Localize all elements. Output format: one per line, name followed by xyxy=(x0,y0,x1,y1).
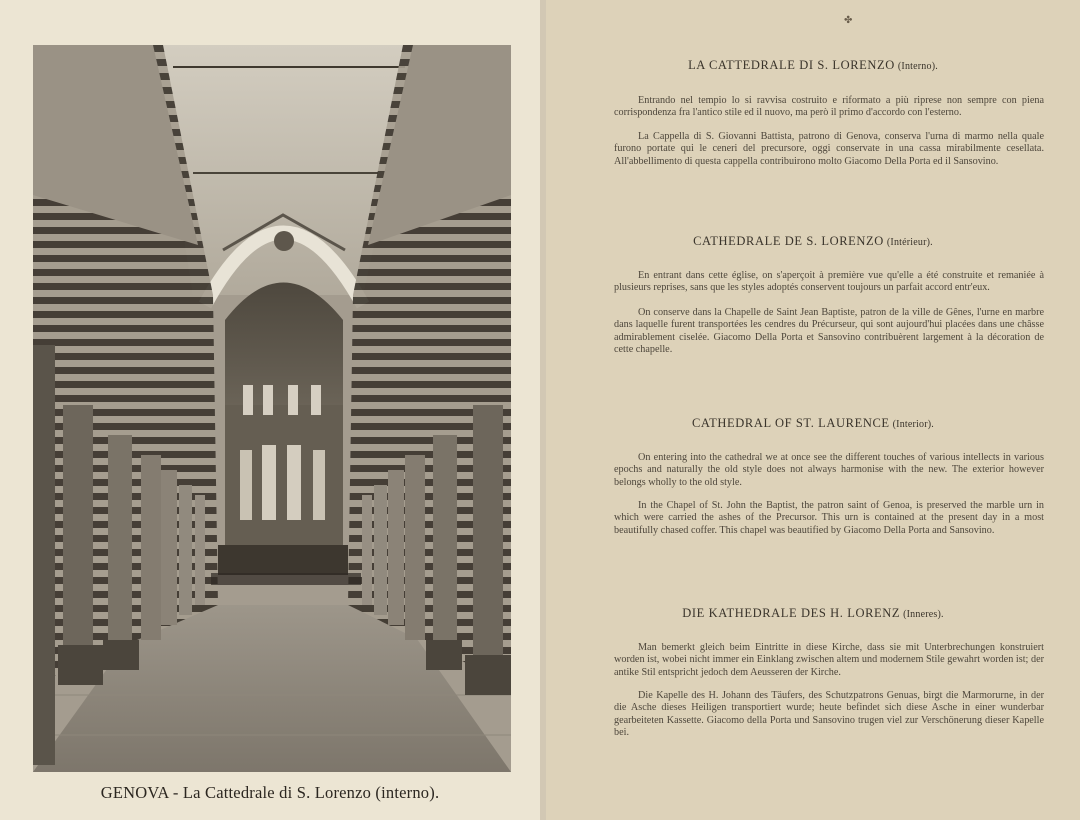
section-title-german: DIE KATHEDRALE DES H. LORENZ (Inneres). xyxy=(682,606,944,620)
paragraph-italian-1: Entrando nel tempio lo si ravvisa costruito e riformato a più riprese non sempre con piena corrispondenza fra l'antico stile ed il nuovo, ma però il primo d'accordo con l'esterno. xyxy=(614,95,1044,119)
ornament-icon: ✤ xyxy=(844,15,853,26)
paragraph-italian-2: La Cappella di S. Giovanni Battista, patrono di Genova, conserva l'urna di marmo nella quale furono portate qui le ceneri del precursore, oggi conservate in una cassa mirabilmente cesellata. All'abbellimento di questa cappella contribuirono molto Giacomo Della Porta ed il Sansovino. xyxy=(614,131,1044,167)
paragraph-english-1: On entering into the cathedral we at once see the different touches of various intellects in various epochs and naturally the old style does not always harmonise with the new. The exterior however belongs wholly to the old style. xyxy=(614,452,1044,488)
paragraph-english-2: In the Chapel of St. John the Baptist, the patron saint of Genoa, is preserved the marble urn in which were carried the ashes of the Precursor. This urn is contained at the present day in a most beautifully chased coffer. This chapel was beautified by Giacomo Della Porta and Sansovino. xyxy=(614,500,1044,536)
paragraph-german-1: Man bemerkt gleich beim Eintritte in diese Kirche, dass sie mit Unterbrechungen konstruiert worden ist, wobei nicht immer ein Einklang zwischen altem und modernem Stile gewahrt worden ist; der antike Stil entspricht jedoch dem Aeusseren der Kirche. xyxy=(614,642,1044,678)
photo-caption: GENOVA - La Cattedrale di S. Lorenzo (interno). xyxy=(100,783,440,802)
section-title-english: CATHEDRAL OF ST. LAURENCE (Interior). xyxy=(691,416,934,430)
paragraph-french-2: On conserve dans la Chapelle de Saint Jean Baptiste, patron de la ville de Gênes, l'urne en marbre dans laquelle furent transportées les cendres du Précurseur, qui sont aujourd'hui placées dans une châsse admirablement ciselée. Giacomo Della Porta et Sansovino contribuèrent largement à la décoration de cette chapelle. xyxy=(614,307,1044,355)
postcard-back xyxy=(546,0,1080,820)
section-title-french: CATHEDRALE DE S. LORENZO (Intérieur). xyxy=(693,234,933,248)
paragraph-german-2: Die Kapelle des H. Johann des Täufers, des Schutzpatrons Genuas, birgt die Marmorurne, in der die Asche dieses Heiligen transportiert wurde; heute befindet sich diese Asche in einer wunderbar gearbeiteten Kassette. Giacomo della Porta und Sansovino trugen viel zur Verschönerung dieser Kapelle bei. xyxy=(614,690,1044,738)
section-title-italian: LA CATTEDRALE DI S. LORENZO (Interno). xyxy=(688,58,938,72)
cathedral-interior-photo xyxy=(33,45,511,772)
paragraph-french-1: En entrant dans cette église, on s'aperçoit à première vue qu'elle a été construite et remaniée à plusieurs reprises, sans que les styles adoptés conservent toujours un parfait accord entr'eux. xyxy=(614,270,1044,294)
